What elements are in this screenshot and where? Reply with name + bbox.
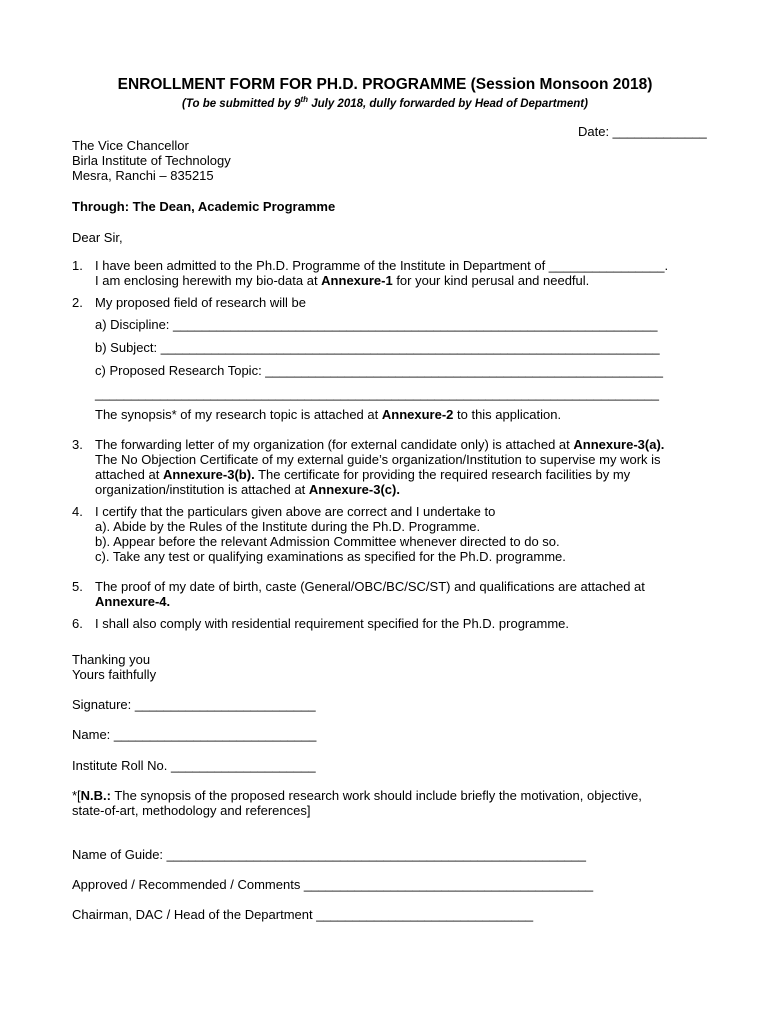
name-field[interactable]: Name: ____________________________: [72, 727, 317, 742]
item-3-line-1: The forwarding letter of my organization (for external candidate only) is attached at Annexure-3(a).: [95, 437, 665, 452]
item-4-a: a). Abide by the Rules of the Institute during the Ph.D. Programme.: [95, 519, 481, 534]
through-line: Through: The Dean, Academic Programme: [72, 199, 336, 214]
address-line-3: Mesra, Ranchi – 835215: [72, 168, 214, 183]
form-subtitle: [0, 95, 770, 110]
item-1-biodata: I am enclosing herewith my bio-data at Annexure-1 for your kind perusal and needful.: [95, 273, 590, 288]
item-3-line-3: attached at Annexure-3(b). The certificate for providing the required research facilities by my: [95, 467, 631, 482]
nb-label: N.B.:: [80, 788, 112, 803]
form-title: ENROLLMENT FORM FOR PH.D. PROGRAMME (Session Monsoon 2018): [117, 76, 653, 93]
item-1-number: 1.: [72, 258, 83, 273]
closing-thanks: Thanking you: [72, 652, 151, 667]
research-topic-field[interactable]: c) Proposed Research Topic: _______________________________________________________: [95, 363, 663, 378]
nb-note-line-2: state-of-art, methodology and references]: [72, 803, 311, 818]
annexure-2-label: Annexure-2: [381, 407, 454, 422]
item-4-line-1: I certify that the particulars given above are correct and I undertake to: [95, 504, 496, 519]
chairman-hod-field[interactable]: Chairman, DAC / Head of the Department ______________________________: [72, 907, 534, 922]
annexure-3a-label: Annexure-3(a).: [573, 437, 665, 452]
closing-yours: Yours faithfully: [72, 667, 157, 682]
address-line-1: The Vice Chancellor: [72, 138, 189, 153]
approval-comments-field[interactable]: Approved / Recommended / Comments ________________________________________: [72, 877, 594, 892]
item-6-line-1: I shall also comply with residential requirement specified for the Ph.D. programme.: [95, 616, 569, 631]
annexure-3c-label: Annexure-3(c).: [308, 482, 400, 497]
item-2-heading: My proposed field of research will be: [95, 295, 306, 310]
guide-name-field[interactable]: Name of Guide: __________________________________________________________: [72, 847, 586, 862]
item-3-line-4: organization/institution is attached at Annexure-3(c).: [95, 482, 400, 497]
item-1-department[interactable]: I have been admitted to the Ph.D. Programme of the Institute in Department of ________________.: [95, 258, 669, 273]
discipline-field[interactable]: a) Discipline: ___________________________________________________________________: [95, 317, 658, 332]
subtitle-text-end: July 2018, dully forwarded by Head of Department): [308, 97, 588, 110]
item-4-c: c). Take any test or qualifying examinations as specified for the Ph.D. programme.: [95, 549, 566, 564]
salutation: Dear Sir,: [72, 230, 123, 245]
item-3-line-2: The No Objection Certificate of my external guide’s organization/Institution to supervise my work is: [95, 452, 661, 467]
annexure-1-label: Annexure-1: [321, 273, 393, 288]
item-4-number: 4.: [72, 504, 83, 519]
research-topic-field-continued[interactable]: ______________________________________________________________________________: [95, 386, 659, 401]
synopsis-line: The synopsis* of my research topic is attached at Annexure-2 to this application.: [95, 407, 562, 422]
item-2-number: 2.: [72, 295, 83, 310]
date-field[interactable]: Date: _____________: [578, 124, 707, 139]
nb-note-line-1: *[N.B.: The synopsis of the proposed research work should include briefly the motivation, objective,: [72, 788, 642, 803]
item-3-number: 3.: [72, 437, 83, 452]
item-5-line-1: The proof of my date of birth, caste (General/OBC/BC/SC/ST) and qualifications are attached at: [95, 579, 645, 594]
item-5-number: 5.: [72, 579, 83, 594]
annexure-3b-label: Annexure-3(b).: [162, 467, 255, 482]
item-6-number: 6.: [72, 616, 83, 631]
subtitle-text: (To be submitted by 9: [182, 97, 301, 110]
roll-number-field[interactable]: Institute Roll No. ____________________: [72, 758, 316, 773]
signature-field[interactable]: Signature: _________________________: [72, 697, 316, 712]
address-line-2: Birla Institute of Technology: [72, 153, 231, 168]
subtitle-superscript: th: [300, 95, 309, 104]
annexure-4-label: Annexure-4.: [95, 594, 171, 609]
item-4-b: b). Appear before the relevant Admission Committee whenever directed to do so.: [95, 534, 560, 549]
subject-field[interactable]: b) Subject: _____________________________________________________________________: [95, 340, 660, 355]
